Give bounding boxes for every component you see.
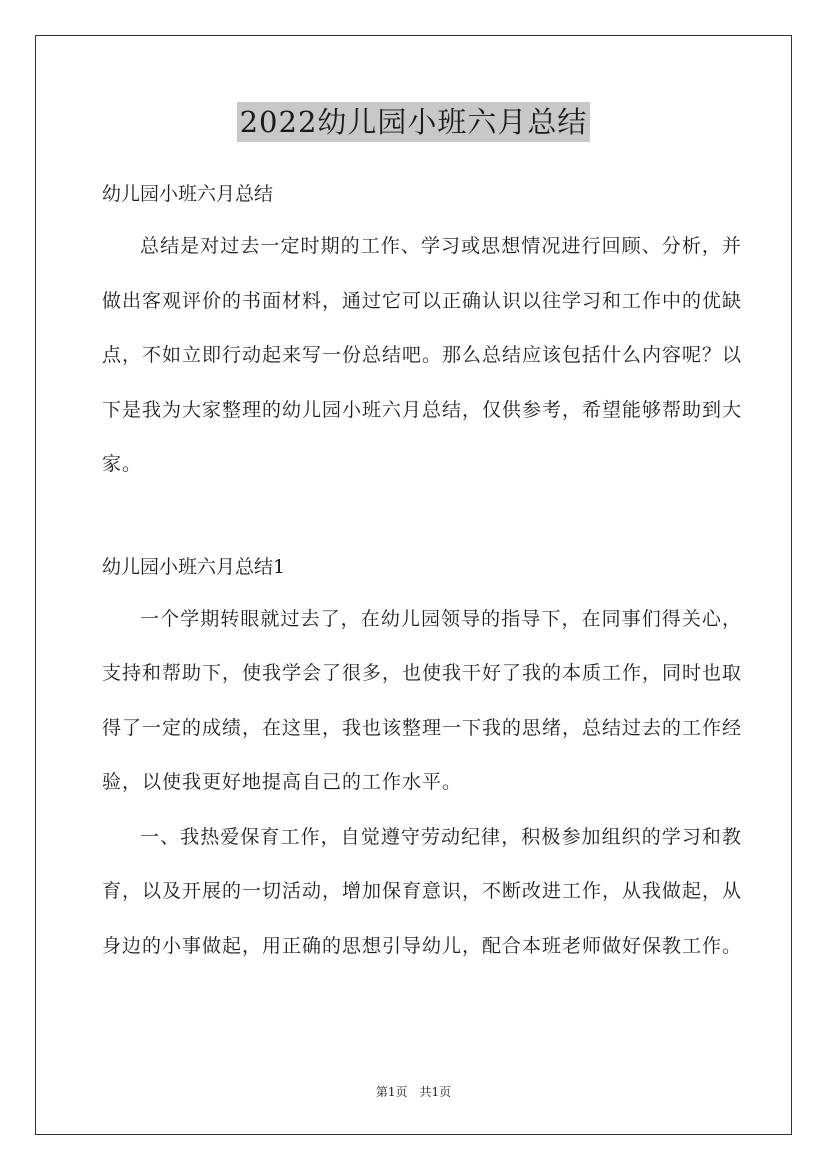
body-paragraph: 一个学期转眼就过去了，在幼儿园领导的指导下，在同事们得关心，支持和帮助下，使我学会了很多，也使我干好了我的本质工作，同时也取得了一定的成绩，在这里，我也该整理一下我的思绪，总结过去的工作经验，以使我更好地提高自己的工作水平。 [102,607,743,793]
document-body [102,169,742,973]
page-footer [0,1082,827,1102]
page-number: 第1页 共1页 [375,1085,452,1099]
title-area [0,102,827,142]
section-gap [102,492,742,542]
body-paragraph: 一、我热爱保育工作，自觉遵守劳动纪律，积极参加组织的学习和教育，以及开展的一切活动，增加保育意识，不断改进工作，从我做起，从身边的小事做起，用正确的思想引导幼儿，配合本班老师做好保教工作。 [102,825,743,957]
document-subtitle: 幼儿园小班六月总结 [102,183,274,205]
intro-paragraph: 总结是对过去一定时期的工作、学习或思想情况进行回顾、分析，并做出客观评价的书面材料，通过它可以正确认识以往学习和工作中的优缺点，不如立即行动起来写一份总结吧。那么总结应该包括什么内容呢？以下是我为大家整理的幼儿园小班六月总结，仅供参考，希望能够帮助到大家。 [102,235,743,475]
section-heading: 幼儿园小班六月总结1 [102,555,286,578]
document-title: 2022幼儿园小班六月总结 [237,102,591,142]
